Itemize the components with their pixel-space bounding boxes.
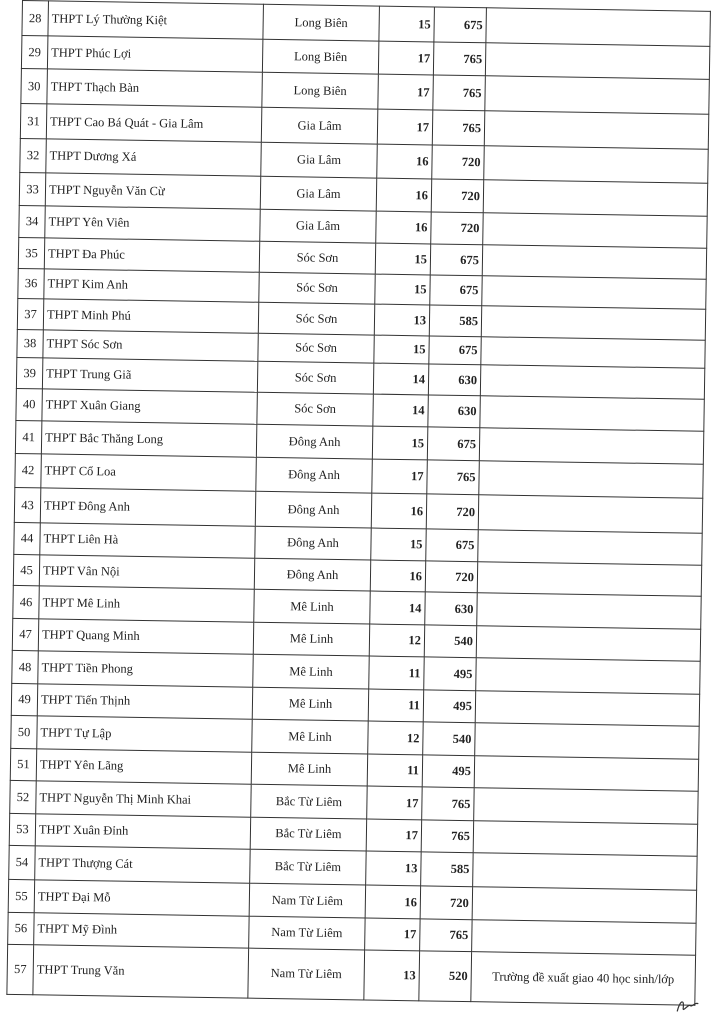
cell-classes: 17 xyxy=(378,74,434,110)
cell-note xyxy=(478,495,703,534)
cell-district: Sóc Sơn xyxy=(258,333,374,363)
cell-students: 495 xyxy=(423,690,475,723)
cell-note xyxy=(476,626,700,662)
cell-district: Nam Từ Liêm xyxy=(248,948,365,1000)
cell-students: 720 xyxy=(420,886,473,920)
cell-note xyxy=(476,658,700,695)
cell-name: THPT Cổ Loa xyxy=(41,454,257,491)
cell-students: 585 xyxy=(429,305,481,337)
cell-name: THPT Bắc Thăng Long xyxy=(41,421,256,457)
cell-stt: 52 xyxy=(10,780,37,813)
cell-name: THPT Trung Giã xyxy=(42,358,257,392)
cell-stt: 28 xyxy=(22,1,49,36)
cell-stt: 51 xyxy=(10,748,36,780)
cell-name: THPT Mê Linh xyxy=(39,586,254,622)
cell-stt: 32 xyxy=(20,138,47,172)
cell-students: 765 xyxy=(427,460,480,495)
cell-classes: 17 xyxy=(366,819,421,852)
cell-stt: 36 xyxy=(18,268,44,298)
cell-district: Mê Linh xyxy=(252,719,369,754)
cell-name: THPT Nguyễn Thị Minh Khai xyxy=(36,781,251,817)
cell-students: 675 xyxy=(430,244,482,276)
cell-classes: 15 xyxy=(372,426,428,460)
cell-students: 630 xyxy=(425,592,478,626)
cell-name: THPT Yên Viên xyxy=(45,206,260,241)
cell-stt: 57 xyxy=(7,944,34,994)
cell-classes: 14 xyxy=(373,394,428,427)
cell-note xyxy=(480,396,704,432)
cell-district: Sóc Sơn xyxy=(257,392,373,426)
cell-classes: 13 xyxy=(364,950,420,1001)
cell-stt: 44 xyxy=(14,522,40,554)
cell-stt: 50 xyxy=(11,715,38,748)
cell-classes: 14 xyxy=(370,591,426,625)
cell-classes: 15 xyxy=(375,274,430,305)
cell-stt: 39 xyxy=(16,357,42,388)
cell-students: 765 xyxy=(420,919,472,952)
cell-classes: 17 xyxy=(372,459,428,494)
cell-students: 630 xyxy=(428,395,480,428)
cell-stt: 55 xyxy=(8,879,35,912)
cell-name: THPT Lý Thường Kiệt xyxy=(48,1,264,39)
cell-classes: 15 xyxy=(375,243,430,275)
cell-note xyxy=(481,306,705,341)
cell-stt: 49 xyxy=(11,683,37,715)
cell-name: THPT Tiền Phong xyxy=(38,651,253,687)
cell-classes: 14 xyxy=(373,363,428,395)
cell-district: Gia Lâm xyxy=(260,176,377,211)
cell-classes: 16 xyxy=(376,211,431,244)
cell-note xyxy=(480,365,704,400)
table-body xyxy=(7,1,711,1006)
cell-classes: 13 xyxy=(366,851,422,886)
cell-district: Nam Từ Liêm xyxy=(249,883,366,918)
cell-stt: 40 xyxy=(16,388,42,420)
cell-note xyxy=(477,562,701,597)
cell-name: THPT Xuân Giang xyxy=(42,389,257,424)
cell-district: Long Biên xyxy=(263,4,380,41)
cell-note: Trường đề xuất giao 40 học sinh/lớp xyxy=(471,952,696,1006)
cell-students: 765 xyxy=(432,110,485,146)
cell-name: THPT Sóc Sơn xyxy=(43,330,258,361)
cell-students: 540 xyxy=(423,722,476,756)
cell-note xyxy=(483,213,707,249)
cell-district: Mê Linh xyxy=(252,687,368,721)
cell-stt: 41 xyxy=(15,420,42,453)
cell-classes: 13 xyxy=(374,304,429,336)
cell-classes: 17 xyxy=(367,786,423,820)
cell-district: Đông Anh xyxy=(255,491,372,528)
cell-name: THPT Vân Nội xyxy=(39,555,254,589)
cell-stt: 54 xyxy=(9,845,36,879)
cell-note xyxy=(479,428,703,465)
cell-note xyxy=(478,530,702,566)
cell-classes: 16 xyxy=(365,885,421,919)
cell-stt: 31 xyxy=(20,103,47,138)
cell-name: THPT Xuân Đỉnh xyxy=(35,814,250,849)
cell-students: 675 xyxy=(430,275,482,306)
cell-note xyxy=(472,887,696,924)
cell-name: THPT Trung Văn xyxy=(33,945,249,998)
cell-district: Đông Anh xyxy=(255,526,371,560)
cell-name: THPT Dương Xá xyxy=(46,139,262,176)
cell-district: Bắc Từ Liêm xyxy=(250,849,367,885)
cell-note xyxy=(482,245,706,280)
cell-classes: 15 xyxy=(371,528,426,561)
cell-students: 675 xyxy=(426,529,478,562)
cell-name: THPT Phúc Lợi xyxy=(47,36,262,72)
cell-note xyxy=(477,593,701,630)
cell-classes: 15 xyxy=(379,6,435,42)
cell-note xyxy=(484,111,709,150)
cell-students: 720 xyxy=(425,561,477,593)
cell-note xyxy=(475,723,699,760)
cell-name: THPT Minh Phú xyxy=(43,299,258,333)
cell-note xyxy=(472,920,696,956)
cell-students: 540 xyxy=(424,625,476,658)
cell-name: THPT Thượng Cát xyxy=(35,846,251,883)
cell-district: Bắc Từ Liêm xyxy=(251,784,368,819)
cell-name: THPT Đại Mỗ xyxy=(34,880,249,916)
table-row xyxy=(7,944,696,1005)
cell-students: 765 xyxy=(433,75,486,111)
cell-district: Long Biên xyxy=(262,72,379,109)
cell-students: 720 xyxy=(426,494,479,530)
document-page xyxy=(6,0,720,1018)
cell-classes: 11 xyxy=(368,689,423,722)
cell-students: 720 xyxy=(432,145,485,180)
cell-stt: 45 xyxy=(13,554,39,585)
cell-stt: 43 xyxy=(14,487,41,522)
cell-stt: 53 xyxy=(9,813,35,845)
cell-name: THPT Yên Lãng xyxy=(36,749,251,784)
cell-name: THPT Đa Phúc xyxy=(44,238,259,272)
cell-stt: 34 xyxy=(19,205,45,237)
cell-note xyxy=(484,146,709,184)
cell-students: 720 xyxy=(431,212,483,245)
cell-classes: 17 xyxy=(377,109,433,145)
cell-note xyxy=(481,337,705,369)
cell-students: 630 xyxy=(428,364,480,396)
cell-classes: 17 xyxy=(365,918,420,951)
cell-note xyxy=(479,461,704,499)
cell-district: Mê Linh xyxy=(254,589,371,624)
cell-name: THPT Mỹ Đình xyxy=(34,913,249,948)
cell-students: 675 xyxy=(429,336,481,365)
cell-note xyxy=(485,76,710,115)
cell-classes: 16 xyxy=(377,144,433,179)
cell-students: 765 xyxy=(433,42,486,76)
cell-students: 585 xyxy=(421,852,474,887)
cell-name: THPT Liên Hà xyxy=(40,523,255,558)
cell-district: Gia Lâm xyxy=(261,107,378,144)
cell-district: Đông Anh xyxy=(254,558,370,591)
cell-district: Long Biên xyxy=(262,39,379,74)
cell-classes: 12 xyxy=(369,624,424,657)
cell-students: 720 xyxy=(431,179,484,213)
cell-students: 675 xyxy=(434,7,487,43)
cell-note xyxy=(474,788,698,825)
cell-district: Đông Anh xyxy=(256,457,373,493)
cell-classes: 16 xyxy=(371,493,427,529)
cell-district: Mê Linh xyxy=(251,752,367,786)
cell-classes: 15 xyxy=(374,335,429,364)
cell-note xyxy=(473,853,698,891)
cell-name: THPT Cao Bá Quát - Gia Lâm xyxy=(46,104,262,142)
cell-stt: 35 xyxy=(18,237,44,268)
signature-mark xyxy=(674,995,700,1015)
cell-note xyxy=(474,756,698,792)
cell-students: 765 xyxy=(421,820,473,853)
cell-stt: 38 xyxy=(17,329,43,357)
cell-district: Đông Anh xyxy=(256,424,373,459)
cell-classes: 17 xyxy=(378,41,434,75)
cell-classes: 11 xyxy=(367,754,422,787)
cell-name: THPT Tiến Thịnh xyxy=(37,684,252,719)
cell-note xyxy=(482,276,706,310)
cell-district: Sóc Sơn xyxy=(258,302,374,335)
cell-district: Sóc Sơn xyxy=(259,241,375,274)
cell-name: THPT Quang Minh xyxy=(38,619,253,654)
cell-district: Nam Từ Liêm xyxy=(249,916,365,950)
cell-stt: 33 xyxy=(19,172,46,205)
cell-note xyxy=(485,43,709,80)
cell-note xyxy=(486,8,711,47)
school-quota-table xyxy=(6,0,711,1006)
cell-stt: 56 xyxy=(8,912,34,944)
cell-note xyxy=(475,691,699,727)
cell-stt: 29 xyxy=(21,36,48,69)
cell-students: 495 xyxy=(424,657,477,691)
cell-note xyxy=(483,180,707,217)
cell-students: 520 xyxy=(419,951,472,1002)
cell-classes: 16 xyxy=(370,560,425,592)
cell-classes: 16 xyxy=(376,178,432,212)
cell-district: Gia Lâm xyxy=(261,142,378,178)
cell-name: THPT Đông Anh xyxy=(40,488,256,526)
cell-stt: 30 xyxy=(21,68,48,103)
cell-classes: 11 xyxy=(369,656,425,690)
cell-district: Sóc Sơn xyxy=(257,361,373,394)
cell-note xyxy=(473,821,697,857)
cell-stt: 48 xyxy=(12,650,39,683)
cell-district: Sóc Sơn xyxy=(259,272,375,304)
cell-classes: 12 xyxy=(368,721,424,755)
cell-district: Mê Linh xyxy=(253,654,370,689)
cell-stt: 42 xyxy=(15,453,42,487)
cell-students: 675 xyxy=(427,427,480,461)
cell-district: Bắc Từ Liêm xyxy=(250,817,366,851)
cell-students: 765 xyxy=(422,787,475,821)
cell-stt: 46 xyxy=(13,585,40,618)
cell-students: 495 xyxy=(422,755,474,788)
cell-name: THPT Kim Anh xyxy=(44,269,259,302)
cell-district: Gia Lâm xyxy=(260,209,376,243)
cell-stt: 47 xyxy=(12,618,38,650)
cell-stt: 37 xyxy=(17,298,43,329)
cell-district: Mê Linh xyxy=(253,622,369,656)
cell-name: THPT Tự Lập xyxy=(37,716,252,752)
cell-name: THPT Thạch Bàn xyxy=(47,69,263,107)
cell-name: THPT Nguyễn Văn Cừ xyxy=(45,173,260,209)
